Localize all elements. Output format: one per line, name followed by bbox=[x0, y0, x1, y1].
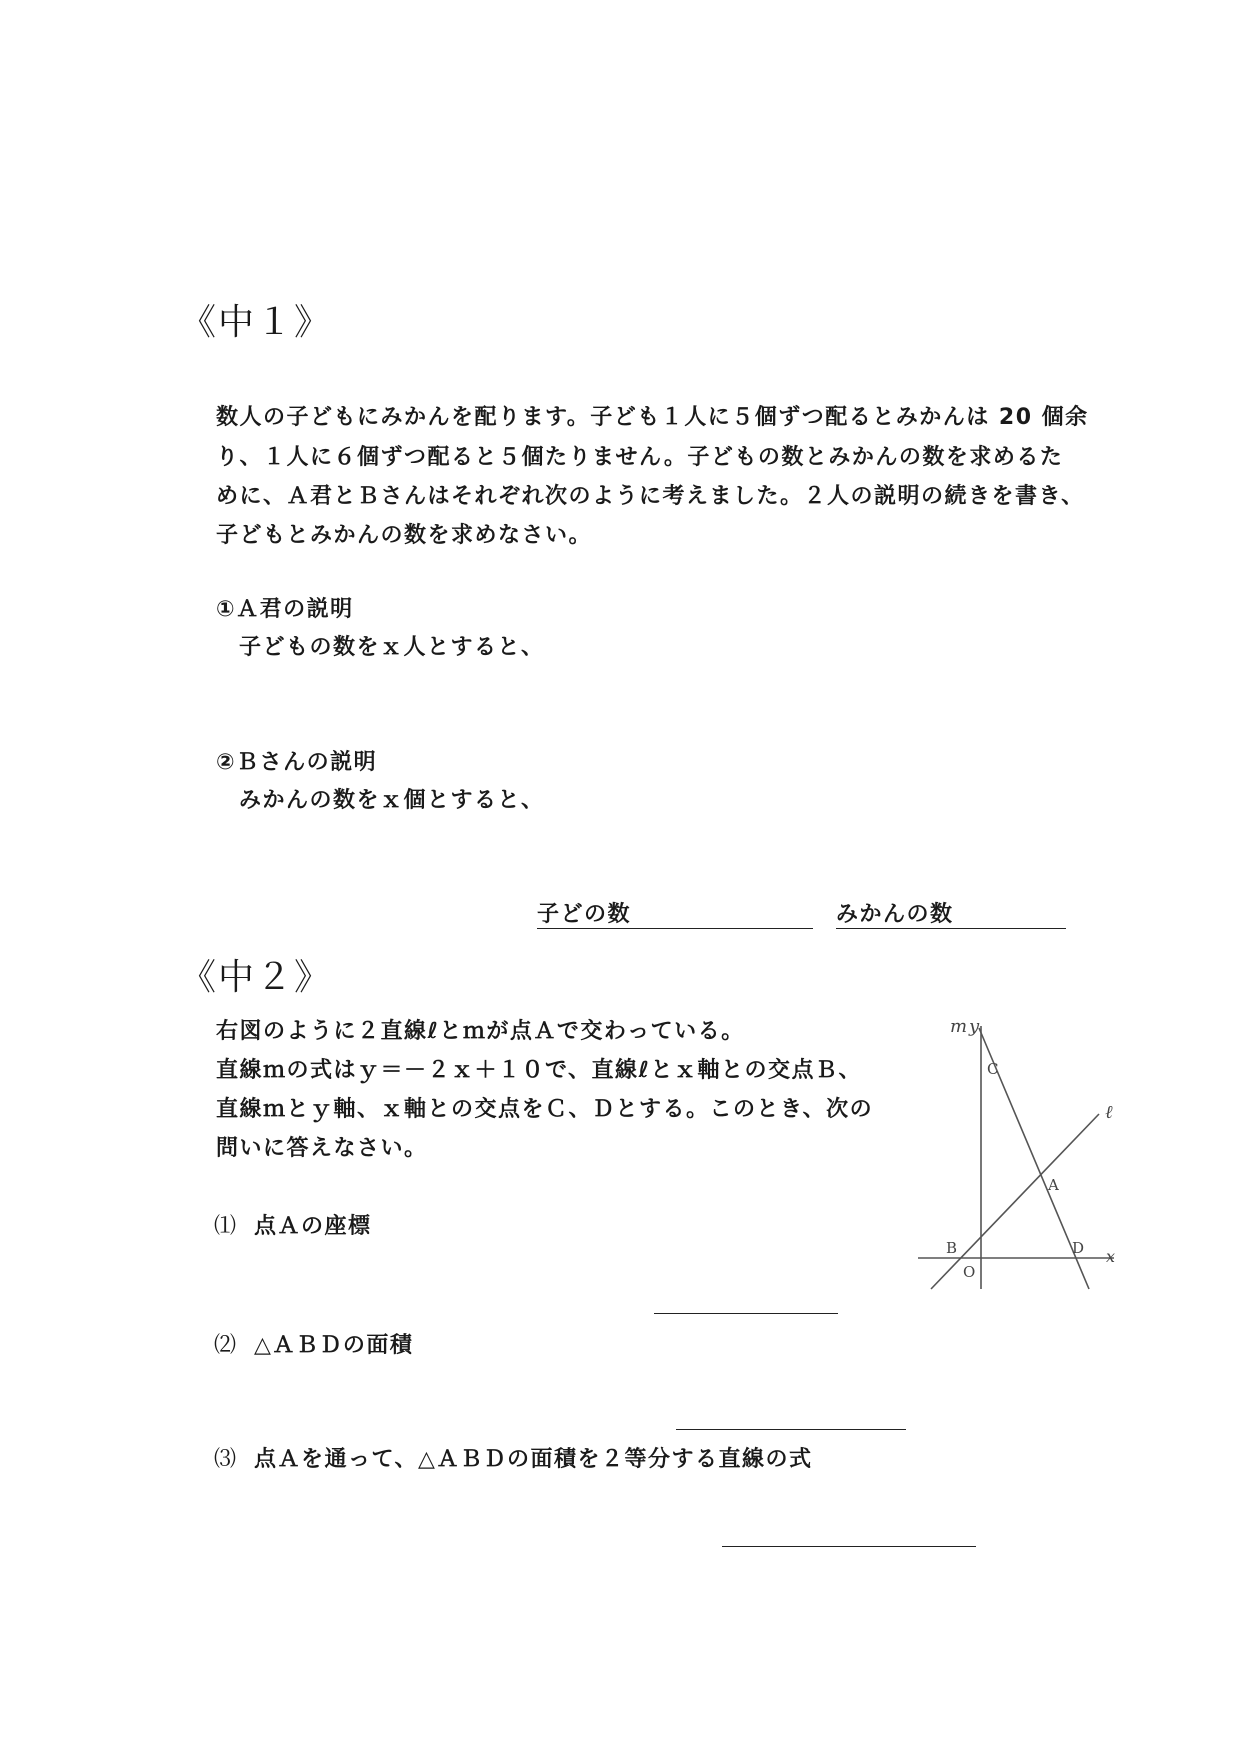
section2-problem-line-3: 直線ｍとｙ軸、ｘ軸との交点をＣ、Ｄとする。このとき、次の bbox=[216, 1097, 874, 1122]
q1-number: ⑴ bbox=[214, 1214, 238, 1239]
answer-children-label: 子どの数 bbox=[537, 902, 632, 927]
label-b: B bbox=[946, 1239, 958, 1257]
label-c: C bbox=[987, 1060, 999, 1078]
explanation-a-title: ①Ａ君の説明 bbox=[216, 597, 354, 622]
label-y: y bbox=[969, 1016, 980, 1037]
q1-answer-line[interactable] bbox=[654, 1313, 838, 1314]
lines-intersection-figure bbox=[906, 1002, 1126, 1292]
section2-problem-line-2: 直線ｍの式はｙ＝－２ｘ＋１０で、直線ℓとｘ軸との交点Ｂ、 bbox=[216, 1058, 862, 1083]
section1-heading: 《中１》 bbox=[180, 302, 333, 343]
q3-number: ⑶ bbox=[214, 1447, 238, 1472]
q3-text: 点Ａを通って、△ＡＢＤの面積を２等分する直線の式 bbox=[254, 1447, 813, 1472]
section2-problem-line-4: 問いに答えなさい。 bbox=[216, 1136, 428, 1161]
label-a: A bbox=[1048, 1176, 1059, 1194]
label-l: ℓ bbox=[1105, 1102, 1113, 1123]
q3-answer-line[interactable] bbox=[722, 1546, 976, 1547]
section1-problem-line-1: 数人の子どもにみかんを配ります。子ども１人に５個ずつ配るとみかんは 20 個余 bbox=[216, 405, 1089, 430]
label-m: m bbox=[950, 1016, 968, 1037]
section2-heading: 《中２》 bbox=[180, 957, 333, 998]
line-l bbox=[931, 1114, 1099, 1289]
section1-problem-line-3: めに、Ａ君とＢさんはそれぞれ次のように考えました。２人の説明の続きを書き、 bbox=[216, 484, 1085, 509]
section1-problem-line-4: 子どもとみかんの数を求めなさい。 bbox=[216, 523, 593, 548]
q2-number: ⑵ bbox=[214, 1333, 238, 1358]
label-x: x bbox=[1106, 1247, 1116, 1266]
answer-oranges-line[interactable] bbox=[836, 928, 1066, 929]
answer-children-line[interactable] bbox=[537, 928, 813, 929]
label-d: D bbox=[1072, 1239, 1085, 1257]
explanation-b-title: ②Ｂさんの説明 bbox=[216, 750, 378, 775]
q2-answer-line[interactable] bbox=[676, 1429, 906, 1430]
section2-problem-line-1: 右図のように２直線ℓとｍが点Ａで交わっている。 bbox=[216, 1019, 745, 1044]
section1-problem-line-2: り、１人に６個ずつ配ると５個たりません。子どもの数とみかんの数を求めるた bbox=[216, 445, 1064, 470]
label-o: O bbox=[963, 1263, 976, 1281]
explanation-b-text: みかんの数をｘ個とすると、 bbox=[239, 788, 545, 813]
q2-text: △ＡＢＤの面積 bbox=[254, 1333, 414, 1358]
answer-oranges-label: みかんの数 bbox=[836, 902, 954, 927]
q1-text: 点Ａの座標 bbox=[254, 1214, 372, 1239]
explanation-a-text: 子どもの数をｘ人とすると、 bbox=[239, 635, 545, 660]
